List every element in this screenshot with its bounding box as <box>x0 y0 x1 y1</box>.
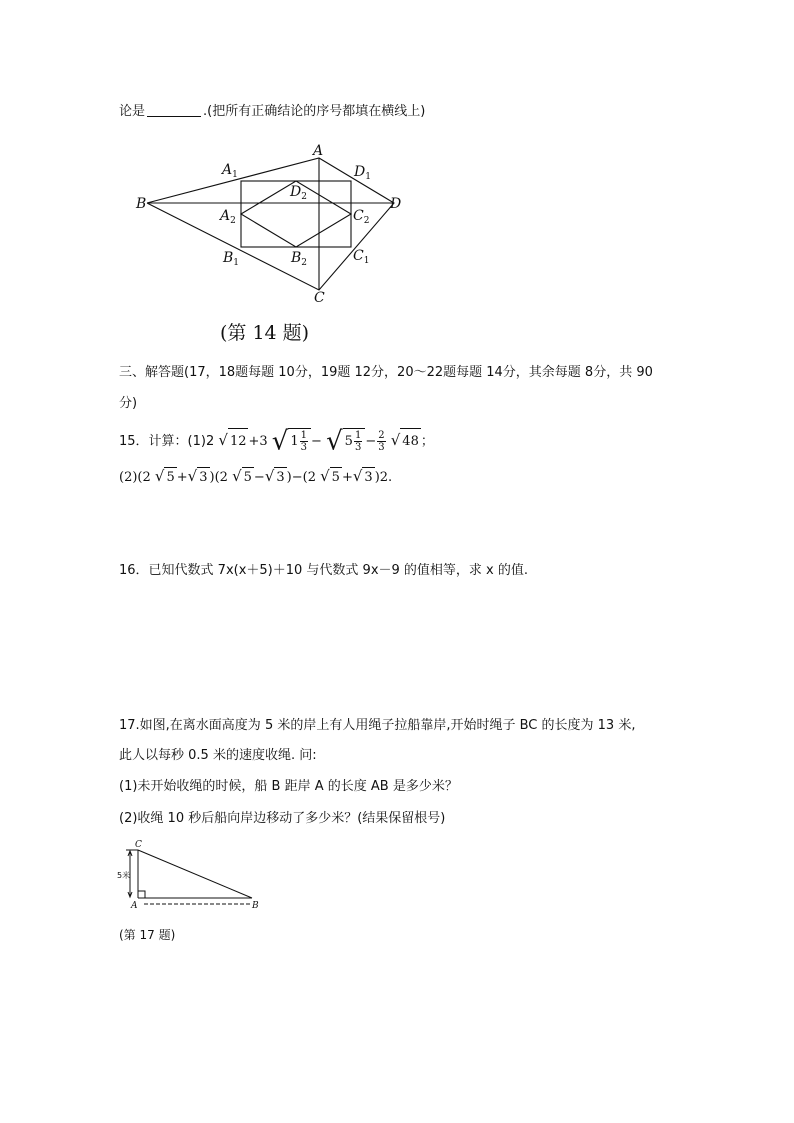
question-15-part2 <box>119 466 392 488</box>
q15-label: 15．计算：(1)2 <box>119 434 215 449</box>
section-3-heading-cont: 分) <box>119 396 138 411</box>
q15-plus3: +3 <box>248 434 268 449</box>
intro-prefix: 论是 <box>119 104 146 119</box>
fig14-label-D1: $D_1$ <box>354 164 371 182</box>
question-14-tail <box>119 102 425 122</box>
fig14-label-A2: $A_2$ <box>220 208 236 226</box>
fig14-label-B: B <box>136 196 147 212</box>
q15-expr2: (2)(2 √ 5 +√ 3 )(2 √ 5 −√ 3 )−(2 √ 5 +√ 3 )2. <box>119 470 392 485</box>
question-17-line2: 此人以每秒 0.5 米的速度收绳. 问: <box>119 748 317 763</box>
q15-sqrt12: 12 <box>228 428 249 455</box>
intro-suffix: .(把所有正确结论的序号都填在横线上) <box>203 104 426 119</box>
fig14-label-A: A <box>313 143 324 159</box>
fig14-label-B2: $B_2$ <box>291 250 308 268</box>
fig14-label-A1: $A_1$ <box>222 162 238 180</box>
fig17-label-A: A <box>131 901 138 911</box>
fig17-label-C: C <box>135 840 142 850</box>
fig14-label-B1: $B_1$ <box>223 250 240 268</box>
section-3-heading: 三、解答题(17，18题每题 10分，19题 12分，20～22题每题 14分，其余每题 8分，共 90 <box>119 365 653 380</box>
question-17-sub2: (2)收绳 10 秒后船向岸边移动了多少米？(结果保留根号) <box>119 811 446 826</box>
figure-14-caption: (第 14 题) <box>220 322 310 344</box>
question-17-sub1: (1)未开始收绳的时候，船 B 距岸 A 的长度 AB 是多少米？ <box>119 779 458 794</box>
fig14-label-C2: $C_2$ <box>353 208 370 226</box>
fig14-label-C1: $C_1$ <box>353 248 370 266</box>
question-15-part1 <box>119 427 434 455</box>
fig17-bc-line <box>138 850 252 898</box>
fig17-label-B: B <box>252 901 259 911</box>
fig17-right-angle <box>138 891 145 898</box>
fig14-label-D2: $D_2$ <box>290 184 307 202</box>
fig14-label-C: C <box>314 290 325 306</box>
figure-14 <box>130 140 420 310</box>
q15-expr1: √ 12 +3 √ 1 $\frac{1}{3}$ − √ 5 $\frac{1}{3}$ − $\frac{2}{3}$ √ 48 ； <box>218 426 434 457</box>
figure-17-caption: (第 17 题) <box>119 928 176 942</box>
question-17-line1: 17.如图,在离水面高度为 5 米的岸上有人用绳子拉船靠岸,开始时绳子 BC 的长度为 13 米, <box>119 718 636 733</box>
fig17-height-label: 5米 <box>117 871 131 880</box>
q15-frac-2-3: $\frac{2}{3}$ <box>378 430 385 453</box>
q15-sqrt-mixed1: 1 $\frac{1}{3}$ <box>288 428 311 455</box>
question-16: 16．已知代数式 7x(x＋5)＋10 与代数式 9x－9 的值相等，求 x 的值. <box>119 563 529 578</box>
figure-17 <box>114 838 264 918</box>
q15-sqrt-mixed2: 5 $\frac{1}{3}$ <box>343 428 366 455</box>
fig14-label-D: D <box>390 196 402 212</box>
answer-blank <box>147 102 201 117</box>
q15-sqrt48: 48 <box>400 428 421 455</box>
